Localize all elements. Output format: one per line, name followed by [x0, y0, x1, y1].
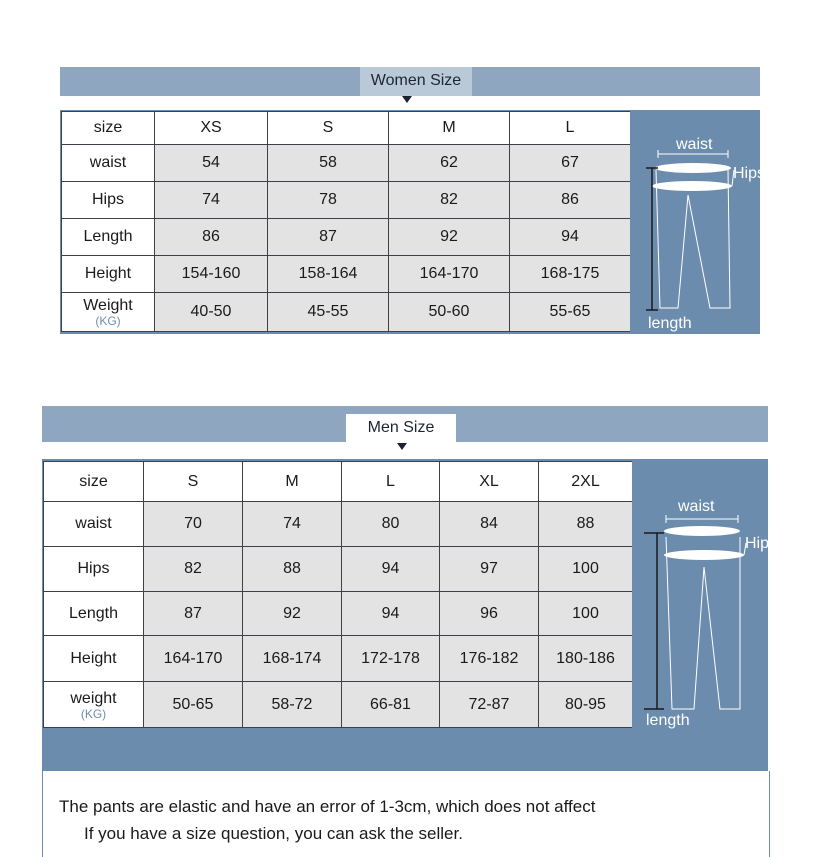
table-row	[44, 502, 633, 547]
women-height-label: Height	[62, 256, 155, 293]
men-size-xl: XL	[440, 462, 539, 502]
men-size-title: Men Size	[346, 414, 456, 442]
table-cell: 80-95	[539, 682, 633, 728]
table-cell: 80	[342, 502, 440, 547]
women-size-table	[61, 111, 631, 332]
table-row	[62, 293, 631, 332]
men-header-row	[44, 462, 633, 502]
table-cell: 84	[440, 502, 539, 547]
table-cell: 74	[243, 502, 342, 547]
table-cell: 158-164	[268, 256, 389, 293]
table-cell: 94	[342, 592, 440, 636]
women-size-m: M	[389, 112, 510, 145]
men-weight-text: weight	[70, 689, 117, 707]
table-cell: 40-50	[155, 293, 268, 332]
women-waist-diagram-label: waist	[676, 136, 713, 153]
table-cell: 180-186	[539, 636, 633, 682]
men-size-header: size	[44, 462, 144, 502]
table-cell: 74	[155, 182, 268, 219]
men-height-label: Height	[44, 636, 144, 682]
table-cell: 87	[144, 592, 243, 636]
table-cell: 50-65	[144, 682, 243, 728]
men-length-diagram-label: length	[646, 712, 690, 729]
table-cell: 66-81	[342, 682, 440, 728]
table-cell: 86	[155, 219, 268, 256]
table-row	[44, 592, 633, 636]
table-cell: 88	[539, 502, 633, 547]
women-size-l: L	[510, 112, 631, 145]
table-cell: 168-174	[243, 636, 342, 682]
table-row	[62, 145, 631, 182]
table-cell: 96	[440, 592, 539, 636]
men-size-m: M	[243, 462, 342, 502]
table-cell: 176-182	[440, 636, 539, 682]
men-hips-diagram-label: Hips	[745, 535, 778, 552]
table-row	[62, 182, 631, 219]
table-cell: 62	[389, 145, 510, 182]
table-cell: 78	[268, 182, 389, 219]
note-band	[42, 729, 768, 771]
table-cell: 172-178	[342, 636, 440, 682]
women-length-label: Length	[62, 219, 155, 256]
table-cell: 45-55	[268, 293, 389, 332]
table-cell: 86	[510, 182, 631, 219]
table-cell: 82	[389, 182, 510, 219]
men-waist-label: waist	[44, 502, 144, 547]
women-weight-label	[62, 293, 155, 332]
table-cell: 58-72	[243, 682, 342, 728]
table-cell: 100	[539, 592, 633, 636]
men-size-2xl: 2XL	[539, 462, 633, 502]
women-length-diagram-label: length	[648, 315, 692, 332]
women-hips-diagram-label: Hips	[733, 165, 766, 182]
men-size-s: S	[144, 462, 243, 502]
table-cell: 88	[243, 547, 342, 592]
women-size-s: S	[268, 112, 389, 145]
women-weight-unit: (KG)	[95, 314, 121, 328]
table-cell: 50-60	[389, 293, 510, 332]
table-cell: 72-87	[440, 682, 539, 728]
men-weight-label	[44, 682, 144, 728]
table-cell: 54	[155, 145, 268, 182]
men-size-l: L	[342, 462, 440, 502]
table-cell: 100	[539, 547, 633, 592]
women-size-header: size	[62, 112, 155, 145]
table-cell: 168-175	[510, 256, 631, 293]
table-cell: 164-170	[389, 256, 510, 293]
table-cell: 87	[268, 219, 389, 256]
women-hips-label: Hips	[62, 182, 155, 219]
men-waist-diagram-label: waist	[678, 498, 715, 515]
table-cell: 94	[342, 547, 440, 592]
table-row	[62, 219, 631, 256]
women-header-row	[62, 112, 631, 145]
men-hips-label: Hips	[44, 547, 144, 592]
table-row	[44, 636, 633, 682]
note-line-2: If you have a size question, you can ask the seller.	[84, 824, 463, 843]
table-cell: 164-170	[144, 636, 243, 682]
table-row	[44, 547, 633, 592]
table-cell: 97	[440, 547, 539, 592]
note-line-1: The pants are elastic and have an error of 1-3cm, which does not affect	[59, 797, 596, 816]
women-weight-text: Weight	[83, 297, 133, 314]
table-cell: 70	[144, 502, 243, 547]
table-cell: 92	[243, 592, 342, 636]
table-cell: 94	[510, 219, 631, 256]
table-cell: 92	[389, 219, 510, 256]
table-cell: 58	[268, 145, 389, 182]
table-cell: 154-160	[155, 256, 268, 293]
women-title-arrow-icon	[402, 96, 412, 103]
women-size-xs: XS	[155, 112, 268, 145]
women-size-title: Women Size	[360, 67, 472, 96]
men-title-arrow-icon	[397, 443, 407, 450]
table-cell: 55-65	[510, 293, 631, 332]
men-size-table	[43, 461, 633, 728]
women-waist-label: waist	[62, 145, 155, 182]
table-row	[44, 682, 633, 728]
table-cell: 82	[144, 547, 243, 592]
men-length-label: Length	[44, 592, 144, 636]
men-weight-unit: (KG)	[80, 706, 107, 721]
table-cell: 67	[510, 145, 631, 182]
table-row	[62, 256, 631, 293]
